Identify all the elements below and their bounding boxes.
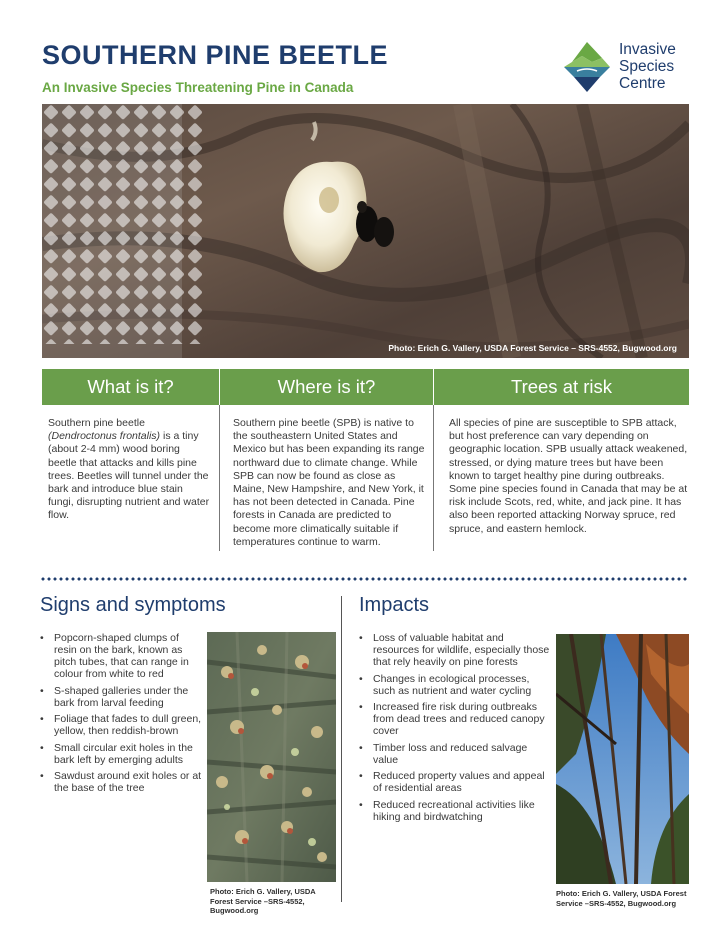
heading-where-is-it: Where is it? (219, 369, 433, 405)
heading-trees-at-risk: Trees at risk (433, 369, 689, 405)
logo-wordmark (619, 41, 676, 92)
beetle-on-bark-image (42, 104, 689, 358)
pitch-tubes-photo (207, 632, 336, 882)
what-is-it-text-end: is a tiny (about 2-4 mm) wood boring beetle that attacks and kills pine trees. Beetles will tunnel under the bark and introduce blue stain fungi, disrupting nutrient and water flow. (48, 430, 210, 522)
section-heading-bar (42, 369, 689, 405)
impacts-item: • Changes in ecological processes, such as nutrient and water cycling (358, 673, 550, 697)
pine-forest-photo (556, 634, 689, 884)
logo-line-2: Species (619, 58, 675, 75)
pitch-tubes-on-bark-image (207, 632, 336, 882)
impacts-item: • Reduced recreational activities like hiking and birdwatching (358, 799, 550, 823)
dotted-divider (40, 577, 689, 581)
trees-at-risk-text: All species of pine are susceptible to SPB attack, but host preference can vary depending on geographic location. SPB usually attack weakened, stressed, or dying mature trees but have been known to target healthy pine during outbreaks. Some pine species found in Canada that may be at risk include Scots, red, white, and jack pine. It has also been reported attacking Norway spruce, red spruce, and eastern hemlock. (449, 417, 688, 535)
section-divider (341, 596, 342, 902)
signs-item: • Sawdust around exit holes or at the base of the tree (39, 770, 204, 794)
logo-line-1: Invasive (619, 41, 676, 58)
signs-photo-credit: Photo: Erich G. Vallery, USDA Forest Service –SRS-4552, Bugwood.org (210, 887, 316, 915)
impacts-item: • Loss of valuable habitat and resources for wildlife, especially those that rely heavily on pine forests (358, 632, 550, 668)
impacts-photo-credit: Photo: Erich G. Vallery, USDA Forest Service –SRS-4552, Bugwood.org (556, 889, 687, 908)
hero-photo (42, 104, 689, 358)
what-is-it-text-start: Southern pine beetle (48, 417, 145, 429)
column-divider-2 (433, 405, 434, 551)
where-is-it-text: Southern pine beetle (SPB) is native to the southeastern United States and Mexico but has been expanding its range northward due to climate change. While SPB can now be found as close as Maine, New Hampshire, and New York, it has not been detected in Canada. Pine forests in Canada are predicted to become more climatically suitable if temperatures continue to warm. (233, 417, 425, 548)
page-title: SOUTHERN PINE BEETLE (42, 40, 389, 70)
dying-pine-forest-image (556, 634, 689, 884)
impacts-title: Impacts (359, 594, 430, 616)
impacts-list (358, 632, 550, 827)
signs-item: • Popcorn-shaped clumps of resin on the bark, known as pitch tubes, that can range in colour from white to red (39, 632, 204, 680)
column-divider-1 (219, 405, 220, 551)
signs-list (39, 632, 204, 799)
invasive-species-centre-logo (562, 40, 692, 96)
logo-line-3: Centre (619, 75, 666, 92)
signs-item: • Foliage that fades to dull green, yellow, then reddish-brown (39, 713, 204, 737)
signs-item: • Small circular exit holes in the bark left by emerging adults (39, 742, 204, 766)
logo-mark-icon (562, 40, 612, 95)
signs-symptoms-title: Signs and symptoms (40, 594, 226, 616)
impacts-item: • Increased fire risk during outbreaks from dead trees and reduced canopy cover (358, 701, 550, 737)
signs-item: • S-shaped galleries under the bark from larval feeding (39, 685, 204, 709)
page-subtitle: An Invasive Species Threatening Pine in Canada (42, 80, 354, 95)
heading-what-is-it: What is it? (87, 376, 174, 397)
scientific-name: (Dendroctonus frontalis) (48, 430, 161, 443)
impacts-item: • Timber loss and reduced salvage value (358, 742, 550, 766)
hero-photo-credit: Photo: Erich G. Vallery, USDA Forest Service – SRS-4552, Bugwood.org (388, 343, 677, 353)
impacts-item: • Reduced property values and appeal of residential areas (358, 770, 550, 794)
what-is-it-text (48, 417, 210, 523)
